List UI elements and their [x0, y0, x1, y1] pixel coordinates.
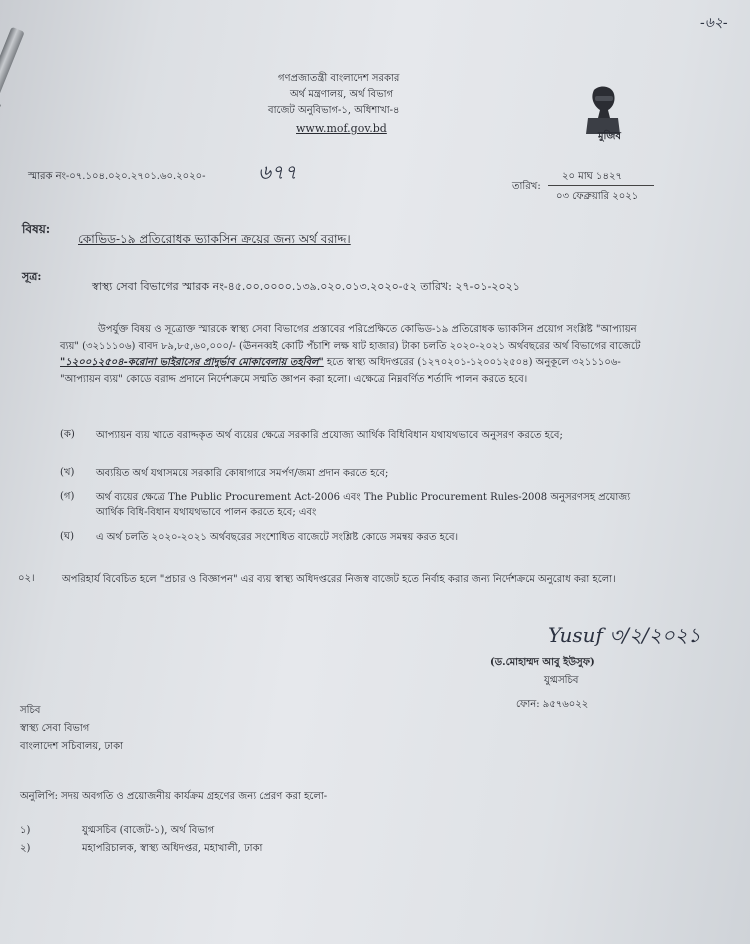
- pen-object: [0, 27, 25, 118]
- recipient-title: সচিব: [20, 705, 41, 716]
- copy-item-text: মহাপরিচালক, স্বাস্থ্য অধিদপ্তর, মহাখালী, ঢাকা: [82, 843, 263, 854]
- signatory-phone: ফোন: ৯৫৭৬০২২: [516, 699, 589, 710]
- date-english: ০৩ ফেব্রুয়ারি ২০২১: [556, 191, 639, 202]
- para1-fund-name: "১২০০১২৫০৪-করোনা ভাইরাসের প্রাদুর্ভাব মোকাবেলায় তহবিল": [60, 357, 324, 368]
- handwritten-signature: Yusuf ৩/২/২০২১: [548, 623, 701, 647]
- subject-label: বিষয়:: [22, 222, 51, 236]
- para2-number: ০২।: [18, 573, 35, 584]
- body-paragraph-2: অপরিহার্য বিবেচিত হলে "প্রচার ও বিজ্ঞাপন" এর ব্যয় স্বাস্থ্য অধিদপ্তরের নিজস্ব বাজেট হতে নির্বাহ করার জন্য নির্দেশক্রমে অনুরোধ করা হলো।: [62, 574, 616, 585]
- header-wing: বাজেট অনুবিভাগ-১, অধিশাখা-৪: [268, 105, 400, 116]
- subject-text: কোভিড-১৯ প্রতিরোধক ভ্যাকসিন ক্রয়ের জন্য অর্থ বরাদ্দ।: [78, 232, 351, 246]
- page-number: -৬২-: [700, 15, 728, 31]
- header-gov: গণপ্রজাতন্ত্রী বাংলাদেশ সরকার: [278, 73, 400, 84]
- logo-text: মুজিব: [598, 131, 621, 142]
- para1-part1: উপর্যুক্ত বিষয় ও সূত্রোক্ত স্মারকে স্বাস্থ্য সেবা বিভাগের প্রস্তাবের পরিপ্রেক্ষিতে কোভিড-১৯ প্রতিরোধক ভ্যাকসিন প্রয়োগ সংশ্লিষ্ট "আপ্যায়ন ব্যয়" (৩২১১১০৬) বাবদ ৮৯,৮৫,৬০,০০০/- (ঊননব্বই কোটি পঁচাশি লক্ষ ষাট হাজার) টাকা চলতি ২০২০-২০২১ অর্থবছরের অর্থ বিভাগের বাজেটে: [60, 324, 641, 352]
- date-label: তারিখ:: [512, 181, 541, 192]
- condition-text: এ অর্থ চলতি ২০২০-২০২১ অর্থবছরের সংশোধিত বাজেটে সংশ্লিষ্ট কোডে সমন্বয় করত হবে।: [96, 532, 459, 543]
- copy-item-number: ১): [20, 825, 31, 836]
- condition-text: অর্থ ব্যয়ের ক্ষেত্রে The Public Procurement Act-2006 এবং The Public Procurement Rules-2008 অনুসরণসহ প্রযোজ্য আর্থিক বিধি-বিধান যথাযথভাবে পালন করতে হবে; এবং: [96, 492, 631, 518]
- signatory-name: (ড.মোহাম্মদ আবু ইউসুফ): [490, 657, 595, 668]
- header-ministry: অর্থ মন্ত্রণালয়, অর্থ বিভাগ: [290, 89, 394, 100]
- condition-label: (ঘ): [60, 531, 74, 542]
- condition-label: (ক): [60, 429, 75, 440]
- copy-item-number: ২): [20, 843, 31, 854]
- reference-text: স্বাস্থ্য সেবা বিভাগের স্মারক নং-৪৫.০০.০০০০.১৩৯.০২০.০১৩.২০২০-৫২ তারিখ: ২৭-০১-২০২১: [92, 280, 520, 293]
- recipient-address: বাংলাদেশ সচিবালয়, ঢাকা: [20, 741, 123, 752]
- reference-label: সূত্র:: [22, 270, 42, 283]
- date-bangla: ২০ মাঘ ১৪২৭: [562, 171, 622, 182]
- copy-label: অনুলিপি: সদয় অবগতি ও প্রয়োজনীয় কার্যক্রম গ্রহণের জন্য প্রেরণ করা হলো-: [20, 791, 328, 802]
- condition-label: (খ): [60, 467, 75, 478]
- date-divider: [548, 185, 654, 186]
- memo-number-handwritten: ৬৭৭: [258, 160, 298, 184]
- header-website[interactable]: www.mof.gov.bd: [296, 122, 387, 135]
- para1-part2: হতে স্বাস্থ্য অধিদপ্তরের (১২৭০২০১-১২০০১২৫০৪) অনুকূলে ৩২১১১০৬-"আপ্যায়ন ব্যয়" কোডে বরাদ্দ প্রদানে নির্দেশক্রমে সম্মতি জ্ঞাপন করা হলো। এক্ষেত্রে নিম্নবর্ণিত শর্তাদি পালন করতে হবে।: [60, 357, 621, 385]
- condition-text: অব্যয়িত অর্থ যথাসময়ে সরকারি কোষাগারে সমর্পণ/জমা প্রদান করতে হবে;: [96, 468, 389, 479]
- condition-text: আপ্যায়ন ব্যয় খাতে বরাদ্দকৃত অর্থ ব্যয়ের ক্ষেত্রে সরকারি প্রযোজ্য আর্থিক বিধিবিধান যথাযথভাবে অনুসরণ করতে হবে;: [96, 430, 563, 441]
- pen-tip: [0, 101, 1, 121]
- memo-number: স্মারক নং-০৭.১০৪.০২০.২৭০১.৬০.২০২০-: [28, 171, 206, 182]
- signatory-designation: যুগ্মসচিব: [544, 675, 579, 686]
- copy-item-text: যুগ্মসচিব (বাজেট-১), অর্থ বিভাগ: [82, 825, 215, 836]
- body-paragraph-1: [60, 322, 650, 388]
- condition-label: (গ): [60, 491, 75, 502]
- recipient-division: স্বাস্থ্য সেবা বিভাগ: [20, 723, 90, 734]
